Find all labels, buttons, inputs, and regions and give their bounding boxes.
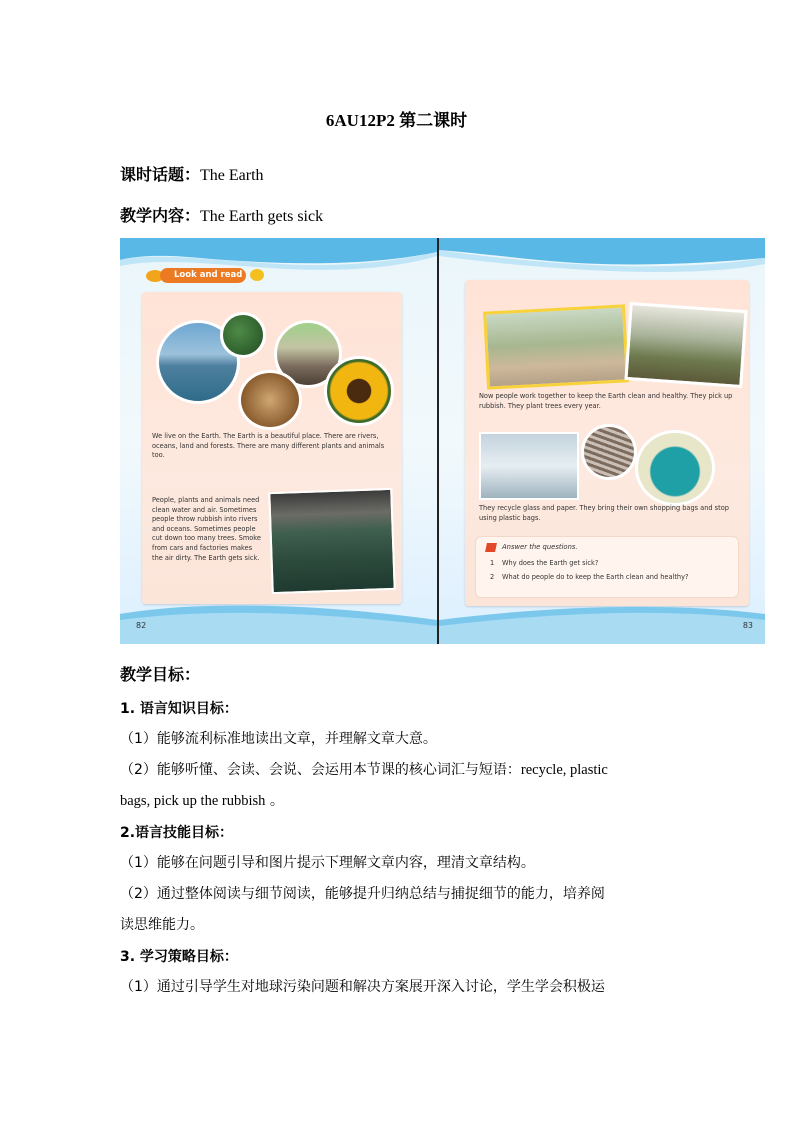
topic-label: 课时话题：: [120, 165, 201, 184]
document-title: 6AU12P2 第二课时: [325, 111, 468, 130]
textbook-page-left: [120, 238, 437, 644]
goal-section-1-heading: 1. 语言知识目标：: [120, 701, 238, 717]
content-label: 教学内容：: [120, 206, 201, 225]
glass-bottles-photo: [479, 432, 579, 500]
question-2-number: 2: [490, 573, 495, 581]
right-page-number: 83: [742, 621, 753, 630]
goal-1-item-1: （1）能够流利标准地读出文章，并理解文章大意。: [120, 731, 437, 747]
giraffe-photo: [238, 370, 302, 430]
goals-heading: 教学目标：: [120, 665, 201, 684]
answer-title: Answer the questions.: [502, 543, 578, 551]
stacked-paper-photo: [581, 424, 637, 480]
question-2: What do people do to keep the Earth clean and healthy?: [502, 573, 689, 581]
goal-1-item-2-cn: （2）能够听懂、会读、会说、会运用本节课的核心词汇与短语：: [120, 762, 521, 778]
goal-2-item-2: （2）通过整体阅读与细节阅读，能够提升归纳总结与捕捉细节的能力，培养阅: [120, 886, 605, 902]
wave-header-right: [439, 238, 765, 278]
goal-2-item-2-cont: 读思维能力。: [120, 917, 204, 933]
left-paragraph-1: We live on the Earth. The Earth is a beautiful place. There are rivers, oceans, land and forests. There are many different plants and animals too.: [152, 432, 385, 460]
goal-3-item-1: （1）通过引导学生对地球污染问题和解决方案展开深入讨论，学生学会积极运: [120, 979, 605, 995]
goal-2-item-1: （1）能够在问题引导和图片提示下理解文章内容，理清文章结构。: [120, 855, 535, 871]
topic-value: The Earth: [200, 167, 264, 184]
topic-line: [120, 162, 264, 185]
banner-label: Look and read: [174, 270, 243, 280]
right-paragraph-1: Now people work together to keep the Earth clean and healthy. They pick up rubbish. They plant trees every year.: [479, 392, 733, 410]
pencil-icon: [485, 543, 497, 552]
wave-footer: [120, 590, 437, 644]
look-and-read-banner: [146, 266, 268, 284]
question-1: Why does the Earth get sick?: [502, 559, 599, 567]
planting-trees-photo: [624, 302, 747, 388]
students-picking-rubbish-photo: [483, 304, 629, 389]
goal-1-item-2: [120, 755, 680, 786]
left-paragraph-2: People, plants and animals need clean water and air. Sometimes people throw rubbish into rivers and oceans. Sometimes people cut down too many trees. Smoke from cars and factories makes the air dirty. The Earth gets sick.: [152, 496, 261, 562]
shopping-bag-photo: [635, 430, 715, 506]
goal-section-3-heading: 3. 学习策略目标：: [120, 949, 238, 965]
textbook-spread: [120, 238, 765, 644]
goal-1-item-2-phrases: bags, pick up the rubbish: [120, 793, 266, 809]
answer-questions-box: [475, 536, 739, 598]
sunflower-photo: [324, 356, 394, 426]
polluted-water-photo: [268, 488, 395, 594]
goal-1-item-2-words: recycle, plastic: [520, 762, 608, 778]
goal-1-item-2-cont: [120, 786, 680, 817]
content-value: The Earth gets sick: [200, 208, 324, 225]
globe-icon: [250, 269, 264, 281]
goal-1-item-2-end: 。: [265, 793, 284, 809]
content-line: [120, 203, 323, 226]
textbook-page-right: [439, 238, 765, 644]
goal-section-2-heading: 2.语言技能目标：: [120, 825, 234, 841]
right-paragraph-2: They recycle glass and paper. They bring their own shopping bags and stop using plastic bags.: [479, 504, 729, 522]
wave-footer-right: [439, 590, 765, 644]
question-1-number: 1: [490, 559, 495, 567]
forest-photo: [220, 312, 266, 358]
left-page-number: 82: [136, 621, 147, 630]
